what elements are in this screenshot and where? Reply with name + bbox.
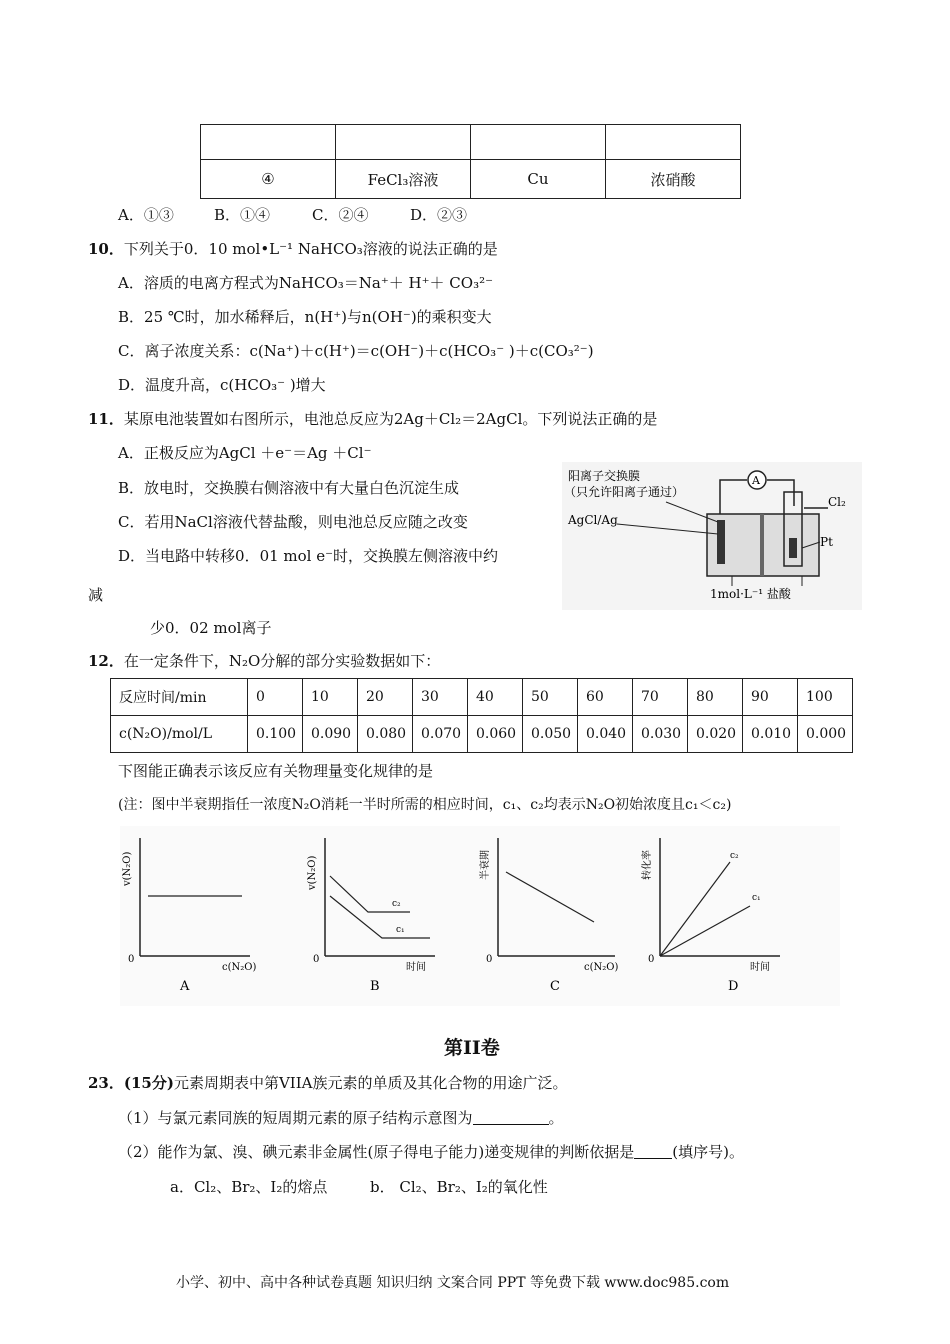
battery-diagram <box>562 462 862 610</box>
table-cell <box>606 125 741 160</box>
table-cell: 0.060 <box>468 716 523 753</box>
q10-option-a: A．溶质的电离方程式为NaHCO₃＝Na⁺＋ H⁺＋ CO₃²⁻ <box>118 274 494 292</box>
q11-option-d-cont2: 少0．02 mol离子 <box>150 619 272 637</box>
table-cell: 0.080 <box>358 716 413 753</box>
table-cell: 0.090 <box>303 716 358 753</box>
table-cell: 0.000 <box>798 716 853 753</box>
q23-part1 <box>118 1107 564 1128</box>
table-cell: ④ <box>201 160 336 199</box>
q10-stem <box>88 238 498 259</box>
graph-a-ylabel: v(N₂O) <box>122 851 133 886</box>
table-cell: Cu <box>471 160 606 199</box>
table-cell: 80 <box>688 679 743 716</box>
q11-option-b: B．放电时，交换膜右侧溶液中有大量白色沉淀生成 <box>118 479 460 497</box>
ammeter-label: A <box>752 474 760 487</box>
right-electrode-label: Pt <box>820 535 833 549</box>
q23-stem <box>88 1072 567 1093</box>
q10-option-d: D．温度升高，c(HCO₃⁻ )增大 <box>118 376 326 394</box>
table-cell: FeCl₃溶液 <box>336 160 471 199</box>
graph-b-ylabel: v(N₂O) <box>307 855 318 890</box>
table-cell: 0 <box>248 679 303 716</box>
question-number: 23． <box>88 1074 124 1092</box>
membrane-note: （只允许阳离子通过） <box>564 485 685 499</box>
q23-option-b: b． Cl₂、Br₂、I₂的氧化性 <box>370 1178 548 1196</box>
q9-option-b: B．①④ <box>214 206 271 224</box>
table-header-cell: c(N₂O)/mol/L <box>111 716 248 753</box>
table-cell: 100 <box>798 679 853 716</box>
q11-option-d-cont: 减 <box>88 586 104 604</box>
table-cell: 50 <box>523 679 578 716</box>
graph-a-label: A <box>180 979 190 994</box>
table-cell <box>471 125 606 160</box>
q23-part2 <box>118 1141 744 1162</box>
q10-option-b: B．25 ℃时，加水稀释后，n(H⁺)与n(OH⁻)的乘积变大 <box>118 308 492 326</box>
left-electrode-label: AgCl/Ag <box>568 513 618 527</box>
table-cell: 浓硝酸 <box>606 160 741 199</box>
gas-label: Cl₂ <box>828 495 846 509</box>
question-number: 11． <box>88 410 124 428</box>
answer-blank[interactable] <box>634 1144 672 1159</box>
graph-b-xlabel: 时间 <box>406 962 426 973</box>
graph-d-curve-label-lower: c₁ <box>752 893 761 903</box>
graph-d-ylabel: 转化率 <box>642 850 653 880</box>
bottom-label: 1mol·L⁻¹ 盐酸 <box>710 587 791 601</box>
table-row <box>111 716 853 753</box>
table-cell: 0.030 <box>633 716 688 753</box>
part-text-end: (填序号)。 <box>672 1143 744 1161</box>
question-text: 在一定条件下，N₂O分解的部分实验数据如下： <box>123 652 441 670</box>
table-cell: 30 <box>413 679 468 716</box>
table-cell: 90 <box>743 679 798 716</box>
graph-c-ylabel: 半衰期 <box>480 850 491 880</box>
table-row <box>201 160 741 199</box>
q12-note: (注：图中半衰期指任一浓度N₂O消耗一半时所需的相应时间，c₁、c₂均表示N₂O初始浓度且c₁＜c₂) <box>118 797 732 813</box>
graph-a-origin: 0 <box>128 954 135 965</box>
q12-graphs <box>120 826 840 1006</box>
part-text: （2）能作为氯、溴、碘元素非金属性(原子得电子能力)递变规律的判断依据是 <box>118 1143 635 1161</box>
q12-stem <box>88 650 440 671</box>
footer-text: 小学、初中、高中各种试卷真题 知识归纳 文案合同 PPT 等免费下载 www.doc985.com <box>176 1275 730 1291</box>
graph-d-origin: 0 <box>648 954 655 965</box>
graph-c-origin: 0 <box>486 954 493 965</box>
question-score: (15分) <box>123 1074 174 1092</box>
question-text: 元素周期表中第VIIA族元素的单质及其化合物的用途广泛。 <box>173 1074 568 1092</box>
graph-b-label: B <box>370 979 380 994</box>
q9-option-d: D．②③ <box>410 206 468 224</box>
answer-blank[interactable] <box>473 1110 549 1125</box>
graph-d-curve-label-upper: c₂ <box>730 851 739 861</box>
table-row <box>111 679 853 716</box>
question-text: 某原电池装置如右图所示，电池总反应为2Ag＋Cl₂＝2AgCl。下列说法正确的是 <box>123 410 658 428</box>
q11-stem <box>88 408 657 429</box>
table-cell <box>336 125 471 160</box>
table-cell: 60 <box>578 679 633 716</box>
table-header-cell: 反应时间/min <box>111 679 248 716</box>
question-number: 12． <box>88 652 124 670</box>
q9-option-a: A．①③ <box>118 206 174 224</box>
graph-b-curve-label-lower: c₁ <box>396 925 405 935</box>
q9-option-c: C．②④ <box>312 206 369 224</box>
membrane-label: 阳离子交换膜 <box>568 469 641 483</box>
table-cell: 0.020 <box>688 716 743 753</box>
top-table <box>200 124 741 199</box>
table-cell: 70 <box>633 679 688 716</box>
table-cell: 0.010 <box>743 716 798 753</box>
part-text-end: 。 <box>548 1109 564 1127</box>
graph-c-xlabel: c(N₂O) <box>584 962 619 973</box>
q10-option-c: C．离子浓度关系：c(Na⁺)＋c(H⁺)＝c(OH⁻)＋c(HCO₃⁻ )＋c(CO₃²⁻) <box>118 342 594 360</box>
table-cell <box>201 125 336 160</box>
table-cell: 10 <box>303 679 358 716</box>
q11-option-a: A．正极反应为AgCl ＋e⁻＝Ag ＋Cl⁻ <box>118 444 372 462</box>
graph-b-origin: 0 <box>313 954 320 965</box>
q12-prompt: 下图能正确表示该反应有关物理量变化规律的是 <box>118 762 434 780</box>
graph-a-xlabel: c(N₂O) <box>222 962 257 973</box>
graph-c-label: C <box>550 979 560 994</box>
graph-b-curve-label-upper: c₂ <box>392 899 401 909</box>
table-cell: 0.100 <box>248 716 303 753</box>
q11-option-c: C．若用NaCl溶液代替盐酸，则电池总反应随之改变 <box>118 513 468 531</box>
table-cell: 0.070 <box>413 716 468 753</box>
q11-option-d: D．当电路中转移0．01 mol e⁻时，交换膜左侧溶液中约 <box>118 547 499 565</box>
q23-option-a: a．Cl₂、Br₂、I₂的熔点 <box>170 1178 328 1196</box>
table-row <box>201 125 741 160</box>
n2o-data-table <box>110 678 853 753</box>
table-cell: 0.040 <box>578 716 633 753</box>
graph-d-label: D <box>728 979 739 994</box>
table-cell: 0.050 <box>523 716 578 753</box>
question-text: 下列关于0．10 mol•L⁻¹ NaHCO₃溶液的说法正确的是 <box>123 240 498 258</box>
part-text: （1）与氯元素同族的短周期元素的原子结构示意图为 <box>118 1109 473 1127</box>
table-cell: 20 <box>358 679 413 716</box>
table-cell: 40 <box>468 679 523 716</box>
graph-d-xlabel: 时间 <box>750 962 770 973</box>
section-title: 第II卷 <box>444 1037 500 1059</box>
question-number: 10． <box>88 240 124 258</box>
